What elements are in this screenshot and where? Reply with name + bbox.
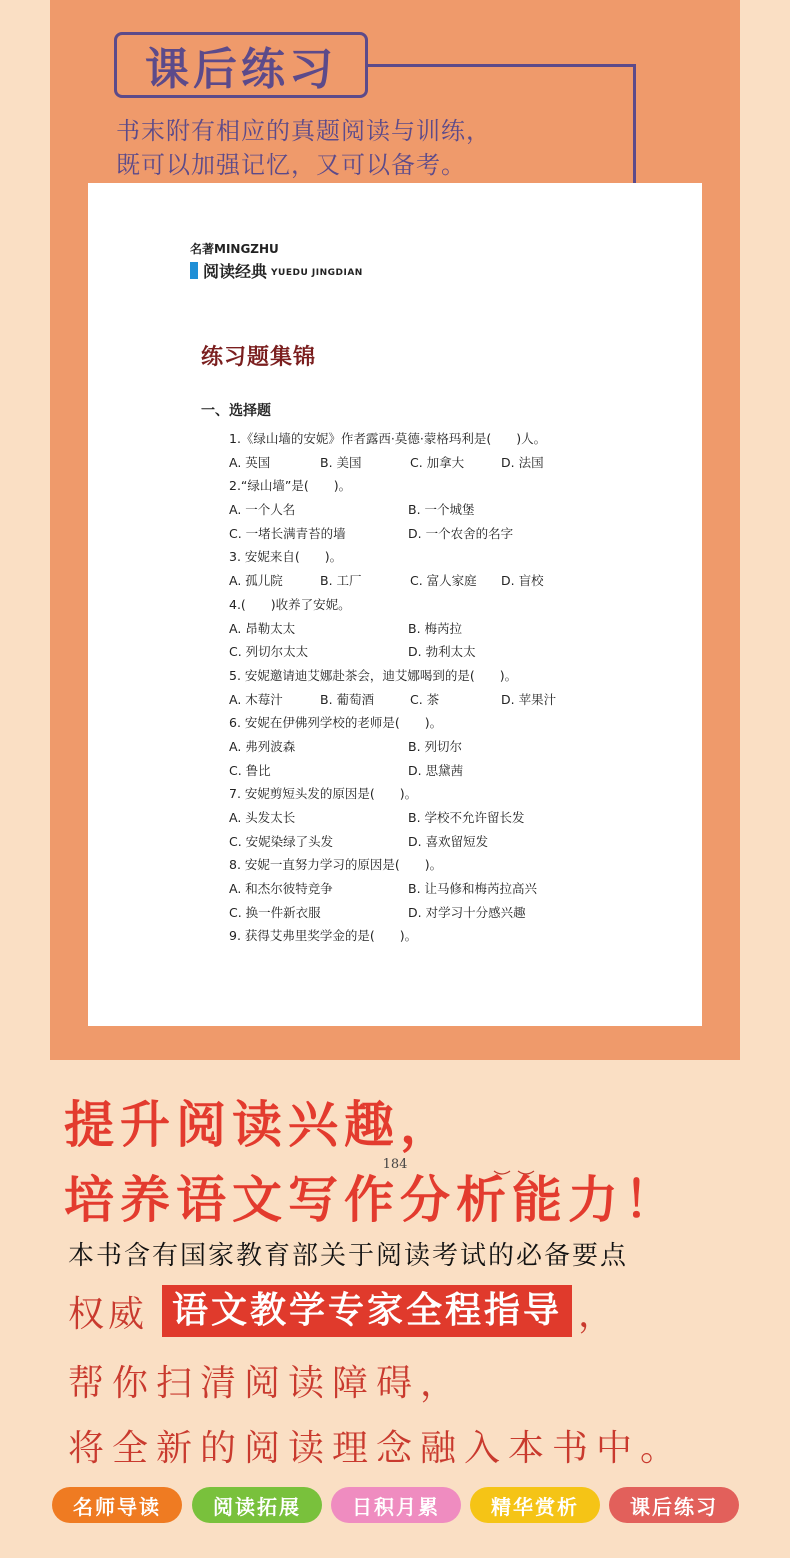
book-brand: [190, 240, 363, 282]
tag-pill-2: 阅读拓展: [192, 1487, 322, 1523]
question-line: 9. 获得艾弗里奖学金的是( )。: [229, 928, 418, 944]
question-line: [229, 617, 649, 641]
brand-en: YUEDU JINGDIAN: [271, 267, 363, 278]
answer-option: C. 一堵长满青苔的墙: [229, 525, 346, 541]
brand-bar: [190, 262, 198, 279]
question-line: [229, 830, 649, 854]
answer-option: A. 和杰尔彼特竞争: [229, 881, 333, 897]
header-subtitle: [116, 114, 491, 182]
promo-line-4-prefix: 权威: [68, 1293, 149, 1335]
promo-line-5: 帮你扫清阅读障碍，: [68, 1363, 465, 1404]
promo-highlight: 语文教学专家全程指导: [162, 1285, 572, 1337]
question-line: [229, 877, 649, 901]
question-line: 1.《绿山墙的安妮》作者露西·莫德·蒙格玛利是( )人。: [229, 431, 547, 446]
question-line: 7. 安妮剪短头发的原因是( )。: [229, 786, 418, 802]
answer-option: D. 法国: [501, 454, 544, 470]
title-box: [114, 32, 368, 98]
answer-option: D. 一个农舍的名字: [408, 525, 514, 541]
answer-option: C. 安妮染绿了头发: [229, 833, 334, 849]
tag-pill-3: 日积月累: [331, 1487, 461, 1523]
answer-option: C. 列切尔太太: [229, 644, 309, 660]
question-line: [229, 759, 649, 783]
tag-pill-5: 课后练习: [609, 1487, 739, 1523]
answer-option: D. 喜欢留短发: [408, 833, 489, 849]
answer-option: D. 盲校: [501, 573, 544, 589]
question-line: [229, 901, 649, 925]
answer-option: A. 木莓汁: [229, 691, 283, 707]
tag-pill-1: 名师导读: [52, 1487, 182, 1523]
answer-option: B. 列切尔: [408, 738, 463, 754]
question-line: 2.“绿山墙”是( )。: [229, 478, 352, 494]
promo-line-6: 将全新的阅读理念融入本书中。: [68, 1428, 685, 1469]
question-line: 4.( )收养了安妮。: [229, 596, 351, 612]
question-line: [229, 498, 649, 522]
answer-option: A. 头发太长: [229, 810, 296, 825]
answer-option: D. 对学习十分感兴趣: [408, 904, 526, 920]
header-title: 课后练习: [145, 44, 337, 95]
question-line: 6. 安妮在伊佛列学校的老师是( )。: [229, 715, 443, 731]
answer-option: A. 孤儿院: [229, 573, 283, 589]
answer-option: C. 鲁比: [229, 762, 271, 778]
answer-option: D. 思黛茜: [408, 762, 464, 778]
answer-option: D. 苹果汁: [501, 691, 557, 707]
question-list: [229, 427, 649, 948]
answer-option: B. 梅芮拉: [408, 620, 463, 636]
question-line: [229, 735, 649, 759]
page-number: 184: [382, 1157, 408, 1172]
tag-pill-4: 精华赏析: [470, 1487, 600, 1523]
answer-option: A. 昂勒太太: [229, 620, 296, 636]
question-line: [229, 806, 649, 830]
question-line: [229, 688, 649, 712]
question-line: 5. 安妮邀请迪艾娜赴茶会，迪艾娜喝到的是( )。: [229, 667, 518, 683]
answer-option: C. 富人家庭: [410, 573, 477, 589]
question-line: [229, 569, 649, 593]
brand-top: 名著MINGZHU: [190, 242, 279, 256]
subtitle-line-1: 书末附有相应的真题阅读与训练，: [116, 117, 491, 145]
question-line: 8. 安妮一直努力学习的原因是( )。: [229, 857, 443, 873]
question-line: [229, 522, 649, 546]
answer-option: B. 学校不允许留长发: [408, 810, 525, 825]
answer-option: A. 一个人名: [229, 502, 296, 518]
answer-option: B. 一个城堡: [408, 502, 475, 518]
promo-line-4-suffix: ，: [578, 1293, 615, 1335]
connector-line: [368, 64, 636, 67]
promo-line-2: 培养语文写作分析能力！: [64, 1171, 680, 1229]
answer-option: C. 茶: [410, 691, 440, 707]
answer-option: C. 换一件新衣服: [229, 904, 321, 920]
answer-option: B. 工厂: [320, 573, 362, 589]
section-title: 练习题集锦: [201, 345, 317, 370]
brand-cn: 阅读经典: [203, 262, 268, 281]
promo-line-3: 本书含有国家教育部关于阅读考试的必备要点: [68, 1241, 629, 1271]
question-line: [229, 451, 649, 475]
answer-option: B. 美国: [320, 454, 362, 470]
answer-option: C. 加拿大: [410, 454, 465, 470]
promo-line-4: [68, 1285, 614, 1337]
answer-option: A. 英国: [229, 454, 271, 470]
answer-option: A. 弗列波森: [229, 738, 296, 754]
question-line: 3. 安妮来自( )。: [229, 549, 343, 565]
answer-option: B. 让马修和梅芮拉高兴: [408, 881, 538, 897]
answer-option: B. 葡萄酒: [320, 691, 375, 707]
subtitle-line-2: 既可以加强记忆，又可以备考。: [116, 151, 466, 179]
question-heading: 一、选择题: [201, 403, 271, 419]
question-line: [229, 640, 649, 664]
promo-line-1: 提升阅读兴趣，: [64, 1096, 456, 1154]
answer-option: D. 勃利太太: [408, 644, 476, 660]
